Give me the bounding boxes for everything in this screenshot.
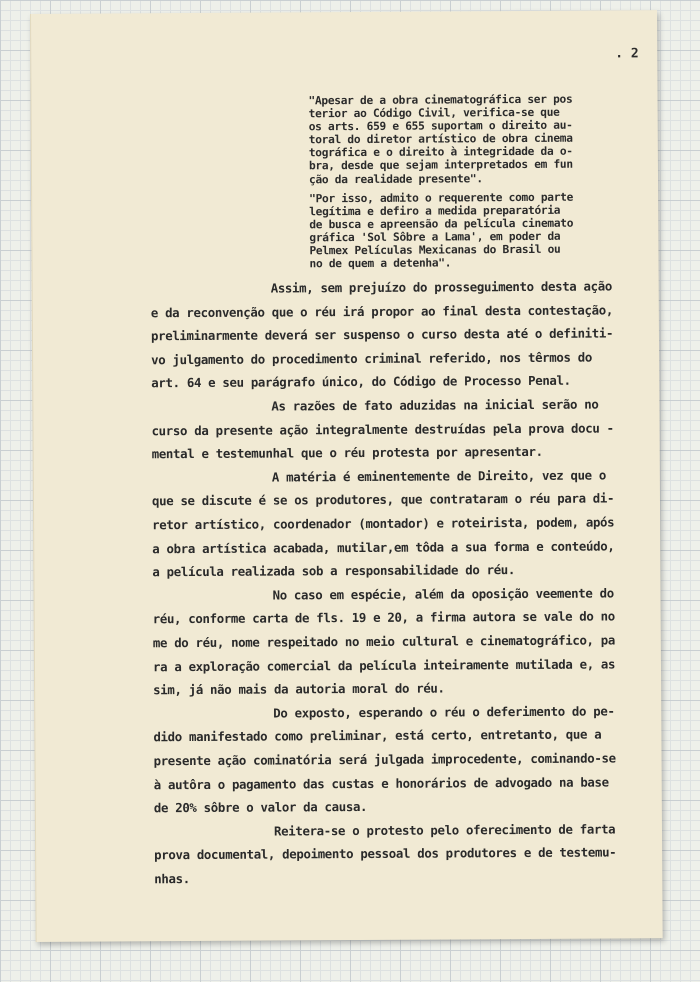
body-line: retor artístico, coordenador (montador) e roteirista, podem, após xyxy=(152,514,615,533)
body-line: a obra artística acabada, mutilar,em tôda a sua forma e conteúdo, xyxy=(152,538,615,556)
typewritten-page xyxy=(30,10,663,942)
body-line: presente ação cominatória será julgada improcedente, cominando-se xyxy=(153,750,616,769)
quote-line: "Apesar de a obra cinematográfica ser pos xyxy=(308,92,573,108)
quote-line: terior ao Código Civil, verifica-se que xyxy=(308,105,560,121)
body-line: preliminarmente deverá ser suspenso o curso desta até o definiti- xyxy=(150,325,614,344)
body-line: sim, já não mais da autoria moral do réu. xyxy=(153,680,445,698)
quote-line: toral do diretor artístico de obra cinema xyxy=(308,131,573,147)
block-quote-2 xyxy=(309,190,625,270)
quote-line: legítima e defiro a medida preparatória xyxy=(309,203,561,219)
body-line: de 20% sôbre o valor da causa. xyxy=(153,799,368,816)
page-number: . 2 xyxy=(615,46,639,62)
body-line: vo julgamento do procedimento criminal referido, nos têrmos do xyxy=(151,349,592,368)
body-line: prova documental, depoimento pessoal dos produtores e de testemu- xyxy=(154,844,617,863)
body-line: ra a exploração comercial da película inteiramente mutilada e, as xyxy=(152,656,616,674)
quote-line: no de quem a detenha". xyxy=(309,256,452,271)
body-line: nhas. xyxy=(154,871,190,887)
quote-line: gráfica 'Sol Sôbre a Lama', em poder da xyxy=(309,230,561,245)
block-quote-1 xyxy=(308,92,625,186)
quote-line: bra, desde que sejam interpretados em fun xyxy=(308,158,573,173)
body-line: Do exposto, esperando o réu o deferimento do pe- xyxy=(273,703,615,721)
body-line: curso da presente ação integralmente destruídas pela prova docu - xyxy=(151,420,614,438)
quote-line: ção da realidade presente". xyxy=(308,171,483,186)
body-line: à autôra o pagamento das custas e honorários de advogado na base xyxy=(153,774,609,792)
body-line: As razões de fato aduzidas na inicial serão no xyxy=(271,396,599,414)
body-line: me do réu, nome respeitado no meio cultural e cinematográfico, pa xyxy=(152,632,616,651)
body-line: Assim, sem prejuízo do prosseguimento desta ação xyxy=(270,278,612,296)
body-line: mental e testemunhal que o réu protesta por apresentar. xyxy=(151,444,543,462)
quote-line: "Por isso, admito o requerente como parte xyxy=(309,190,574,206)
quote-line: de busca e apreensão da película cinemato xyxy=(309,216,574,232)
quote-line: Pelmex Películas Mexicanas do Brasil ou xyxy=(309,243,561,258)
body-line: réu, conforme carta de fls. 19 e 20, a firma autora se vale do no xyxy=(152,608,615,627)
body-line: e da reconvenção que o réu irá propor ao final desta contestação, xyxy=(150,302,614,320)
body-line: a película realizada sob a responsabilidade do réu. xyxy=(152,562,516,580)
body-line: que se discute é se os produtores, que contrataram o réu para di- xyxy=(151,490,615,509)
quote-line: tográfica e o direito à integridade da o- xyxy=(308,145,573,160)
body-line: No caso em espécie, além da oposição veemente do xyxy=(272,585,614,603)
body-line: art. 64 e seu parágrafo único, do Código de Processo Penal. xyxy=(151,373,571,391)
quote-line: os arts. 659 e 655 suportam o direito au- xyxy=(308,118,573,134)
body-line: A matéria é eminentemente de Direito, vez que o xyxy=(271,467,607,485)
body-line: dido manifestado como preliminar, está certo, entretanto, que a xyxy=(153,726,602,745)
body-line: Reitera-se o protesto pelo oferecimento de farta xyxy=(273,821,616,839)
